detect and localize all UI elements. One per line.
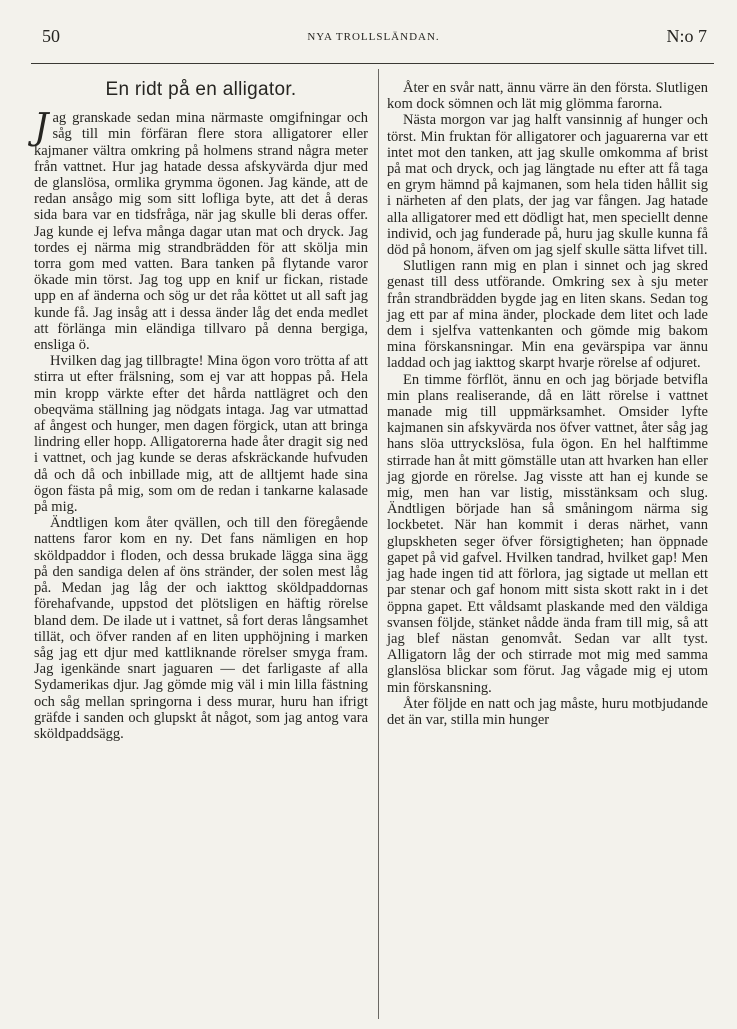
page-number: 50 [42, 26, 60, 46]
left-column [34, 79, 368, 742]
paragraph: En timme förflöt, ännu en och jag började betvifla min plans realiserande, då en lätt rörelse i vattnet manade mig till uppmärksamhet. Omsider lyfte kajmanen sin afskyvärda nos öfver vattnet, åter såg jag hans slöa uttryckslösa, fula ögon. En hel halftimme stirrade han åt mitt gömställe utan att hvarken han eller jag gjorde en rörelse. Jag visste att han ej kunde se mig, men han var listig, misstänksam och slug. Ändtligen började han så småningom närma sig lockbetet. När han kommit i deras närhet, vann glupskheten seger öfver försigtigheten; han öppnade gapet på vid gafvel. Hvilken tandrad, hvilket gap! Men jag hade ingen tid att förlora, jag sigtade ut mellan ett par stenar och gaf honom mitt sista skott rakt in i det öppna gapet. Ett våldsamt plaskande med den väldiga svansen följde, stänket nådde ända fram till mig, så att jag blef nästan genomvåt. Sedan var allt tyst. Alligatorn låg der och stirrade mot mig med samma glanslösa blickar som förut. Jag vågade mig ej utom min förskansning. [387, 371, 708, 696]
right-column [387, 80, 708, 728]
drop-cap: J [34, 107, 49, 149]
header-rule [31, 63, 714, 64]
page-header [40, 22, 707, 62]
paragraph-text: ag granskade sedan mina närmaste omgifningar och såg till min förfäran flere stora alligatorer eller kajmaner vältra omkring på holmens strand några meter från vattnet. Hur jag hatade dessa afskyvärda djur med de glanslösa, ormlika grymma ögonen. Jag kände, att de redan ansågo mig som sitt lofliga byte, att det å deras sida bara var en tidsfråga, när jag skulle bli deras offer. Jag kunde ej lefva många dagar utan mat och dryck. Jag tordes ej närma mig strandbrädden för att skölja min torra gom med vatten. Bara tanken på flytande varor ökade min törst. Jag tog upp en knif ur fickan, ristade upp en af änderna och sög ur det råa köttet ut all saft jag kunde få. Jag insåg att i dessa änder låg det enda medlet att förlänga min eländiga tillvaro på denna bergiga, ensliga ö. [34, 110, 368, 354]
column-divider [378, 69, 379, 1019]
article-title: En ridt på en alligator. [105, 79, 297, 100]
running-title: NYA TROLLSLÄNDAN. [307, 31, 440, 43]
paragraph: Åter en svår natt, ännu värre än den första. Slutligen kom dock sömnen och lät mig glömma farorna. [387, 80, 708, 113]
paragraph: Slutligen rann mig en plan i sinnet och jag skred genast till dess utförande. Omkring sex à sju meter från strandbrädden bygde jag en liten skans. Sedan tog jag ett par af mina änder, plockade dem litet och lade dem i sjelfva vattenkanten och gömde mig bakom mina förskansningar. Min ena gevärspipa var ännu laddad och jag iakttog skarpt hvarje rörelse af odjuret. [387, 258, 708, 372]
paragraph: Åter följde en natt och jag måste, huru motbjudande det än var, stilla min hunger [387, 695, 708, 728]
paragraph: Ändtligen kom åter qvällen, och till den föregående nattens faror kom en ny. Det fans nämligen en hop sköldpaddor i floden, och dessa brukade lägga sina ägg på den sandiga delen af öns stränder, der solen mest låg på. Medan jag låg der och iakttog sköldpaddornas förehafvande, uppstod det plötsligen en häftig rörelse bland dem. De ilade ut i vattnet, så fort deras långsamhet tillät, och öfver randen af en liten upphöjning i marken såg jag ett djur med kattliknande rörelser smyga fram. Jag igenkände snart jaguaren — det farligaste af alla Sydamerikas djur. Jag gömde mig väl i min lilla fästning och såg mellan springorna i dess murar, huru han ifrigt gräfde i sanden och glupskt åt något, som jag antog vara sköldpaddsägg. [34, 515, 368, 742]
paragraph: Nästa morgon var jag halft vansinnig af hunger och törst. Min fruktan för alligatorer och jaguarerna var ett intet mot den tanken, att jag skulle omkomma af brist på mat och dryck, och jag längtade nu efter att få taga en grym hämnd på kajmanen, som hela tiden hållit sig i närheten af den plats, der jag var fången. Jag hatade alla alligatorer med ett dödligt hat, men speciellt denne individ, och jag funderade på, huru jag skulle kunna få död på honom, äfven om jag sjelf skulle sätta lifvet till. [387, 112, 708, 259]
issue-number: N:o 7 [666, 26, 707, 46]
paragraph: Hvilken dag jag tillbragte! Mina ögon voro trötta af att stirra ut efter frälsning, som ej var att hoppas på. Hela min kropp värkte efter det hårda nattlägret och den obeqväma ställning jag nödgats intaga. Jag var utmattad af ångest och hunger, men dagen förgick, utan att bringa lindring eller hopp. Alligatorerna hade åter dragit sig ned i vattnet, och jag kunde se deras afskräckande hufvuden då och då och inbillade mig, att de alltjemt hade sina ögon fästa på mig, som om de redan i tankarne kalasade på mig. [34, 353, 368, 516]
paragraph [34, 107, 368, 354]
